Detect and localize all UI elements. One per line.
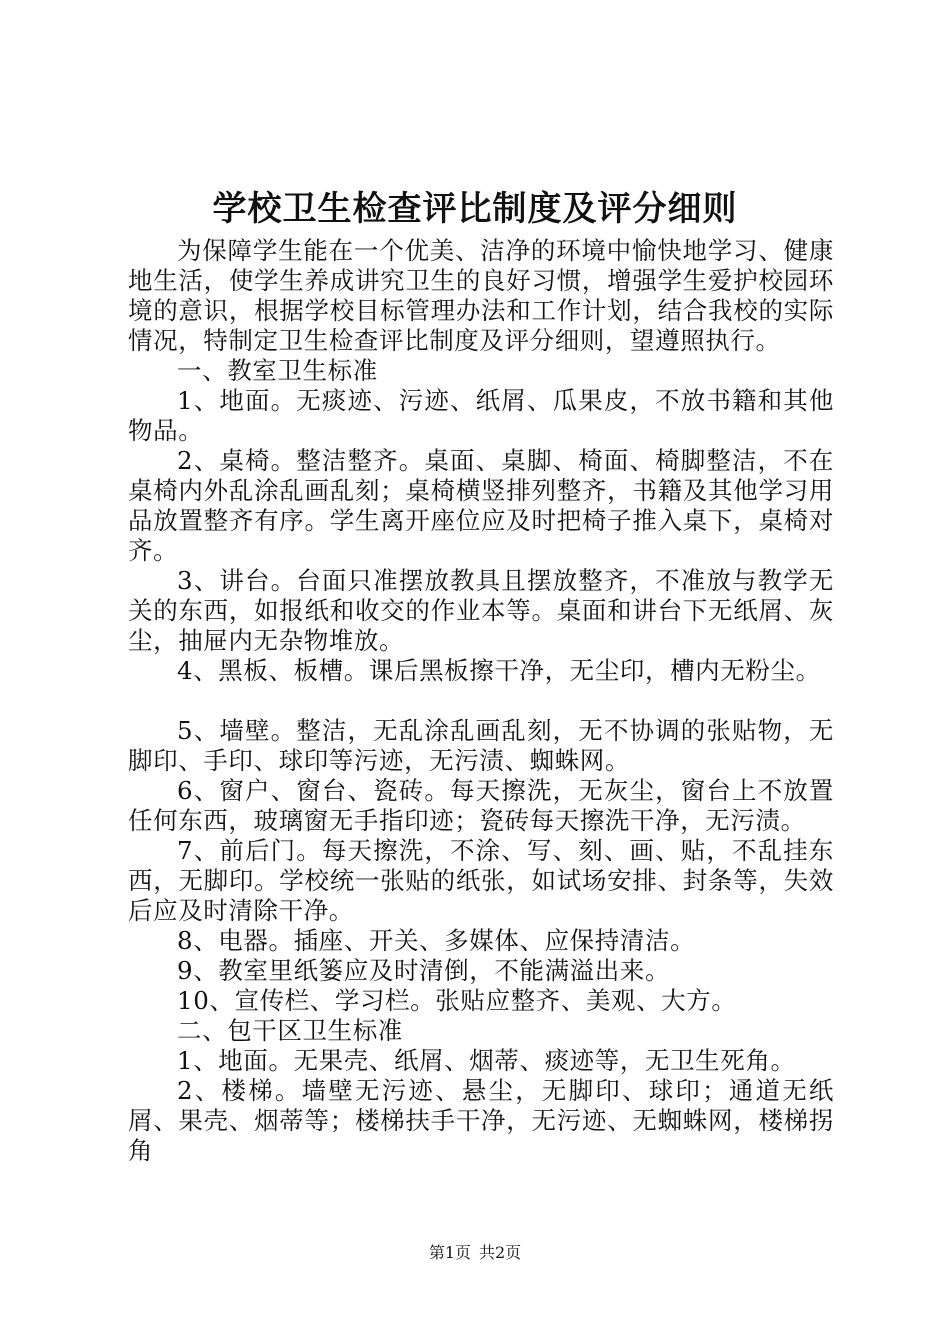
list-item: 1、地面。无果壳、纸屑、烟蒂、痰迹等，无卫生死角。 <box>177 1046 796 1075</box>
document-title: 学校卫生检查评比制度及评分细则 <box>212 189 738 229</box>
list-item: 1、地面。无痰迹、污迹、纸屑、瓜果皮，不放书籍和其他物品。 <box>128 386 834 445</box>
document-body <box>128 236 834 1166</box>
list-item: 2、桌椅。整洁整齐。桌面、桌脚、椅面、椅脚整洁，不在桌椅内外乱涂乱画乱刻；桌椅横竖排列整齐，书籍及其他学习用品放置整齐有序。学生离开座位应及时把椅子推入桌下，桌椅对齐。 <box>128 446 834 565</box>
list-item: 3、讲台。台面只准摆放教具且摆放整齐，不准放与教学无关的东西，如报纸和收交的作业本等。桌面和讲台下无纸屑、灰尘，抽屉内无杂物堆放。 <box>128 566 834 655</box>
page-number: 第1页 <box>428 1243 471 1262</box>
list-item: 5、墙壁。整洁，无乱涂乱画乱刻，无不协调的张贴物，无脚印、手印、球印等污迹，无污渍、蜘蛛网。 <box>128 716 834 775</box>
list-item: 6、窗户、窗台、瓷砖。每天擦洗，无灰尘，窗台上不放置任何东西，玻璃窗无手指印迹；瓷砖每天擦洗干净，无污渍。 <box>128 776 834 835</box>
list-item: 4、黑板、板槽。课后黑板擦干净，无尘印，槽内无粉尘。 <box>177 656 821 685</box>
list-item: 10、宣传栏、学习栏。张贴应整齐、美观、大方。 <box>177 986 737 1015</box>
list-item: 8、电器。插座、开关、多媒体、应保持清洁。 <box>177 926 696 955</box>
list-item: 7、前后门。每天擦洗，不涂、写、刻、画、贴，不乱挂东西，无脚印。学校统一张贴的纸张，如试场安排、封条等，失效后应及时清除干净。 <box>128 836 834 925</box>
list-item: 2、楼梯。墙壁无污迹、悬尘，无脚印、球印；通道无纸屑、果壳、烟蒂等；楼梯扶手干净，无污迹、无蜘蛛网，楼梯拐角 <box>128 1076 834 1165</box>
section-heading: 二、包干区卫生标准 <box>177 1016 403 1045</box>
page-footer <box>0 1242 950 1264</box>
intro-paragraph: 为保障学生能在一个优美、洁净的环境中愉快地学习、健康地生活，使学生养成讲究卫生的良好习惯，增强学生爱护校园环境的意识，根据学校目标管理办法和工作计划，结合我校的实际情况，特制定卫生检查评比制度及评分细则，望遵照执行。 <box>128 236 834 355</box>
page-total: 共2页 <box>479 1243 522 1262</box>
list-item: 9、教室里纸篓应及时清倒，不能满溢出来。 <box>177 956 671 985</box>
section-heading: 一、教室卫生标准 <box>177 356 378 385</box>
